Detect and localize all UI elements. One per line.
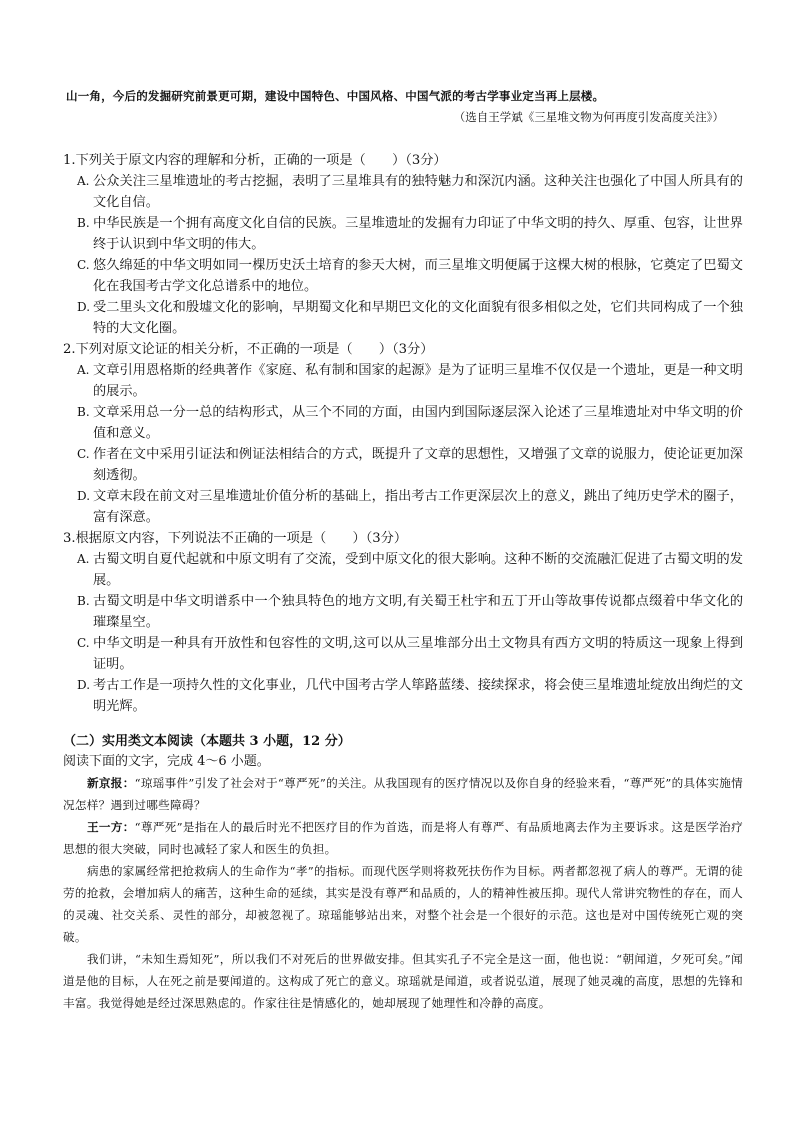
passage-source: （选自王学斌《三星堆文物为何再度引发高度关注》） bbox=[453, 110, 724, 124]
option-b bbox=[77, 402, 743, 444]
option-c bbox=[77, 255, 743, 297]
option-c bbox=[77, 444, 743, 486]
section-intro: 阅读下面的文字，完成 4～6 小题。 bbox=[63, 754, 270, 769]
option-text: 文章采用总一分一总的结构形式，从三个不同的方面，由国内到国际逐层深入论述了三星堆遗址对中华文明的价值和意义。 bbox=[93, 405, 743, 441]
speaker-label: 新京报： bbox=[87, 776, 135, 790]
practical-text-section bbox=[63, 731, 743, 1014]
option-letter: A. bbox=[77, 174, 90, 188]
option-text: 文章末段在前文对三星堆遗址价值分析的基础上，指出考古工作更深层次上的意义，跳出了纯历史学术的圈子，富有深意。 bbox=[93, 489, 743, 525]
option-c bbox=[77, 633, 743, 675]
interview-paragraph bbox=[63, 948, 743, 1014]
passage-last-line: 山一角，今后的发掘研究前景更可期，建设中国特色、中国风格、中国气派的考古学事业定当再上层楼。 bbox=[66, 89, 605, 103]
option-text: 中华民族是一个拥有高度文化自信的民族。三星堆遗址的发掘有力印证了中华文明的持久、厚重、包容，让世界终于认识到中华文明的伟大。 bbox=[93, 216, 743, 252]
option-text: 考古工作是一项持久性的文化事业，几代中国考古学人筚路蓝缕、接续探求，将会使三星堆遗址绽放出绚烂的文明光辉。 bbox=[93, 678, 743, 714]
question-stem: 2.下列对原文论证的相关分析，不正确的一项是（ ）（3分） bbox=[63, 342, 434, 357]
question-1 bbox=[63, 150, 743, 339]
question-list bbox=[63, 150, 743, 717]
question-3 bbox=[63, 528, 743, 717]
option-a bbox=[77, 549, 743, 591]
option-d bbox=[77, 297, 743, 339]
interview-paragraph bbox=[63, 860, 743, 948]
option-text: 作者在文中采用引证法和例证法相结合的方式，既提升了文章的思想性，又增强了文章的说服力，使论证更加深刻透彻。 bbox=[93, 447, 743, 483]
option-a bbox=[77, 171, 743, 213]
option-text: 文章引用恩格斯的经典著作《家庭、私有制和国家的起源》是为了证明三星堆不仅仅是一个遗址，更是一种文明的展示。 bbox=[93, 363, 743, 399]
option-letter: D. bbox=[77, 678, 91, 692]
interview-text bbox=[63, 772, 743, 1014]
option-a bbox=[77, 360, 743, 402]
option-letter: A. bbox=[77, 363, 90, 377]
option-text: 公众关注三星堆遗址的考古挖掘，表明了三星堆具有的独特魅力和深沉内涵。这种关注也强化了中国人所具有的文化自信。 bbox=[93, 174, 743, 210]
speaker-label: 王一方： bbox=[87, 820, 135, 834]
option-letter: D. bbox=[77, 489, 91, 503]
option-letter: B. bbox=[77, 216, 90, 230]
paragraph-text: 病患的家属经常把抢救病人的生命作为“孝”的指标。而现代医学则将救死扶伤作为目标。两者都忽视了病人的尊严。无谓的徒劳的抢救，会增加病人的痛苦，这种生命的延续，其实是没有尊严和品质的，人的精神性被压抑。现代人常讲究物性的存在，而人的灵魂、社交关系、灵性的部分，却被忽视了。琼瑶能够站出来，对整个社会是一个很好的示范。这也是对中国传统死亡观的突破。 bbox=[63, 864, 743, 944]
option-b bbox=[77, 591, 743, 633]
option-letter: B. bbox=[77, 405, 90, 419]
question-2 bbox=[63, 339, 743, 528]
interview-paragraph bbox=[63, 772, 743, 816]
paragraph-text: “尊严死”是指在人的最后时光不把医疗目的作为首选，而是将人有尊严、有品质地离去作为主要诉求。这是医学治疗思想的很大突破，同时也减轻了家人和医生的负担。 bbox=[63, 820, 743, 856]
option-letter: D. bbox=[77, 300, 91, 314]
option-text: 古蜀文明是中华文明谱系中一个独具特色的地方文明,有关蜀王杜宇和五丁开山等故事传说都点缀着中华文化的璀璨星空。 bbox=[93, 594, 743, 630]
option-letter: C. bbox=[77, 447, 90, 461]
option-text: 悠久绵延的中华文明如同一棵历史沃土培育的参天大树，而三星堆文明便属于这棵大树的根脉，它奠定了巴蜀文化在我国考古学文化总谱系中的地位。 bbox=[93, 258, 743, 294]
option-text: 受二里头文化和殷墟文化的影响，早期蜀文化和早期巴文化的文化面貌有很多相似之处，它们共同构成了一个独特的大文化圈。 bbox=[93, 300, 743, 336]
option-letter: A. bbox=[77, 552, 90, 566]
option-letter: B. bbox=[77, 594, 90, 608]
option-letter: C. bbox=[77, 636, 90, 650]
option-d bbox=[77, 486, 743, 528]
question-stem: 3.根据原文内容，下列说法不正确的一项是（ ）（3分） bbox=[63, 531, 408, 546]
option-letter: C. bbox=[77, 258, 90, 272]
paragraph-text: “琼瑶事件”引发了社会对于“尊严死”的关注。从我国现有的医疗情况以及你自身的经验来看，“尊严死”的具体实施情况怎样？遇到过哪些障碍？ bbox=[63, 776, 744, 812]
option-d bbox=[77, 675, 743, 717]
interview-paragraph bbox=[63, 816, 743, 860]
section-title: （二）实用类文本阅读（本题共 3 小题，12 分） bbox=[63, 734, 351, 749]
option-text: 古蜀文明自夏代起就和中原文明有了交流，受到中原文化的很大影响。这种不断的交流融汇促进了古蜀文明的发展。 bbox=[93, 552, 743, 588]
question-stem: 1.下列关于原文内容的理解和分析，正确的一项是（ ）（3分） bbox=[63, 153, 447, 168]
option-b bbox=[77, 213, 743, 255]
option-text: 中华文明是一种具有开放性和包容性的文明,这可以从三星堆部分出土文物具有西方文明的特质这一现象上得到证明。 bbox=[93, 636, 744, 672]
paragraph-text: 我们讲，“未知生焉知死”，所以我们不对死后的世界做安排。但其实孔子不完全是这一面，他也说：“朝闻道，夕死可矣。”闻道是他的目标，人在死之前是要闻道的。这构成了死亡的意义。琼瑶就是闻道，或者说弘道，展现了她灵魂的高度，思想的先锋和丰富。我觉得她是经过深思熟虑的。作家往往是情感化的，她却展现了她理性和冷静的高度。 bbox=[63, 952, 743, 1010]
